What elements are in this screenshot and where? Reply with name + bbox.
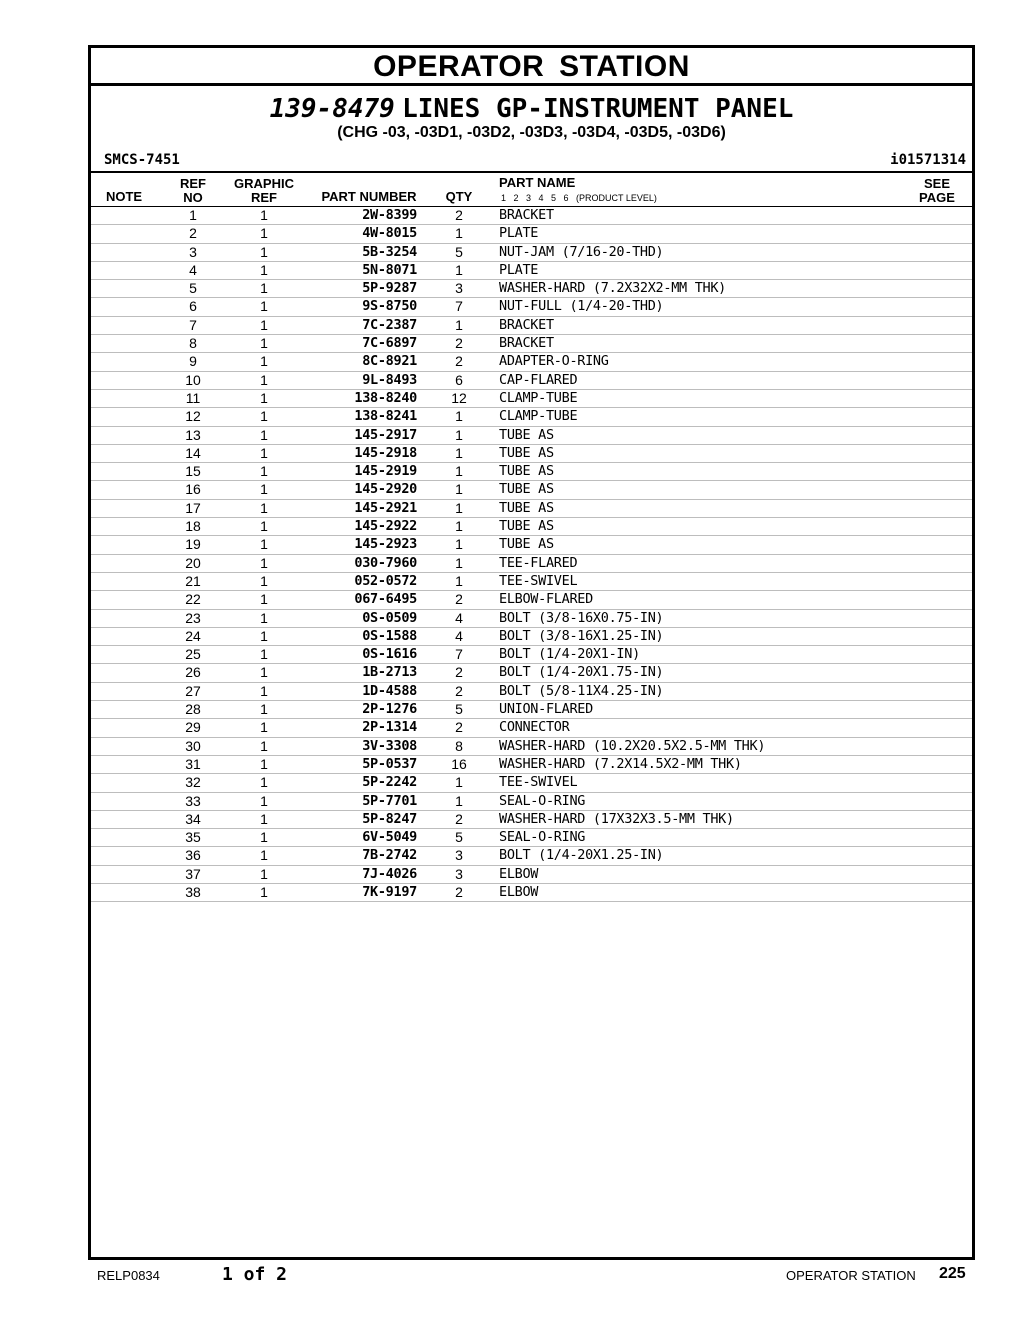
part-number-cell: 5P-9287 — [362, 280, 417, 297]
part-number-cell: 145-2917 — [354, 426, 417, 443]
table-row — [91, 555, 972, 573]
qty-cell: 3 — [455, 865, 463, 882]
graphic-ref-cell: 1 — [260, 280, 268, 297]
graphic-ref-cell: 1 — [260, 829, 268, 846]
graphic-ref-cell: 1 — [260, 481, 268, 498]
graphic-ref-cell: 1 — [260, 572, 268, 589]
graphic-ref-cell: 1 — [260, 463, 268, 480]
graphic-ref-cell: 1 — [260, 426, 268, 443]
graphic-ref-cell: 1 — [260, 316, 268, 333]
part-number-cell: 7C-6897 — [362, 335, 417, 352]
header-top-rule — [91, 171, 972, 173]
part-number-cell: 0S-0509 — [362, 609, 417, 626]
part-number-cell: 9L-8493 — [362, 371, 417, 388]
qty-cell: 2 — [455, 664, 463, 681]
part-number-cell: 067-6495 — [354, 591, 417, 608]
qty-cell: 7 — [455, 298, 463, 315]
part-number-cell: 2P-1276 — [362, 701, 417, 718]
change-level-line: (CHG -03, -03D1, -03D2, -03D3, -03D4, -03D5, -03D6) — [337, 124, 726, 141]
column-header-graphic: GRAPHIC — [234, 176, 294, 191]
footer-section-name: OPERATOR STATION — [786, 1268, 916, 1283]
ref-no-cell: 7 — [189, 316, 197, 333]
table-row — [91, 225, 972, 243]
table-row — [91, 756, 972, 774]
graphic-ref-cell: 1 — [260, 609, 268, 626]
part-name-cell: TUBE AS — [499, 463, 554, 480]
qty-cell: 1 — [455, 316, 463, 333]
part-name-cell: BOLT (5/8-11X4.25-IN) — [499, 682, 664, 699]
part-number-cell: 0S-1588 — [362, 627, 417, 644]
part-name-cell: NUT-FULL (1/4-20-THD) — [499, 298, 664, 315]
ref-no-cell: 13 — [185, 426, 201, 443]
graphic-ref-cell: 1 — [260, 225, 268, 242]
part-name-cell: TUBE AS — [499, 518, 554, 535]
part-number-cell: 1B-2713 — [362, 664, 417, 681]
part-number-cell: 030-7960 — [354, 554, 417, 571]
footer-page-number: 225 — [939, 1265, 966, 1282]
ref-no-cell: 8 — [189, 335, 197, 352]
part-number-cell: 5P-8247 — [362, 810, 417, 827]
column-header-part-name: PART NAME — [499, 175, 576, 190]
ref-no-cell: 32 — [185, 774, 201, 791]
graphic-ref-cell: 1 — [260, 444, 268, 461]
graphic-ref-cell: 1 — [260, 883, 268, 900]
ref-no-cell: 26 — [185, 664, 201, 681]
part-name-cell: CAP-FLARED — [499, 371, 578, 388]
qty-cell: 1 — [455, 481, 463, 498]
graphic-ref-cell: 1 — [260, 518, 268, 535]
graphic-ref-cell: 1 — [260, 664, 268, 681]
table-row — [91, 793, 972, 811]
ref-no-cell: 17 — [185, 499, 201, 516]
part-number-cell: 138-8241 — [354, 408, 417, 425]
column-header-graphic-sub: REF — [251, 190, 277, 205]
graphic-ref-cell: 1 — [260, 353, 268, 370]
ref-no-cell: 10 — [185, 371, 201, 388]
qty-cell: 2 — [455, 335, 463, 352]
part-number-cell: 5P-0537 — [362, 755, 417, 772]
qty-cell: 1 — [455, 536, 463, 553]
ref-no-cell: 19 — [185, 536, 201, 553]
part-number-cell: 5P-2242 — [362, 774, 417, 791]
table-row — [91, 774, 972, 792]
qty-cell: 1 — [455, 225, 463, 242]
graphic-ref-cell: 1 — [260, 737, 268, 754]
qty-cell: 12 — [451, 389, 467, 406]
smcs-code: SMCS-7451 — [104, 152, 180, 168]
qty-cell: 2 — [455, 682, 463, 699]
part-name-cell: UNION-FLARED — [499, 701, 593, 718]
table-row — [91, 463, 972, 481]
ref-no-cell: 6 — [189, 298, 197, 315]
part-name-cell: WASHER-HARD (7.2X32X2-MM THK) — [499, 280, 727, 297]
product-level-legend: 1 2 3 4 5 6 (PRODUCT LEVEL) — [501, 193, 657, 203]
table-row — [91, 573, 972, 591]
qty-cell: 1 — [455, 554, 463, 571]
graphic-ref-cell: 1 — [260, 591, 268, 608]
table-row — [91, 811, 972, 829]
parts-list-frame — [88, 45, 975, 1260]
part-name-cell: TEE-FLARED — [499, 554, 578, 571]
ref-no-cell: 31 — [185, 755, 201, 772]
ref-no-cell: 37 — [185, 865, 201, 882]
parts-table-body — [91, 207, 972, 902]
table-row — [91, 664, 972, 682]
part-name-cell: WASHER-HARD (7.2X14.5X2-MM THK) — [499, 755, 742, 772]
ref-no-cell: 2 — [189, 225, 197, 242]
part-number-cell: 5P-7701 — [362, 792, 417, 809]
qty-cell: 1 — [455, 444, 463, 461]
graphic-ref-cell: 1 — [260, 243, 268, 260]
graphic-ref-cell: 1 — [260, 646, 268, 663]
part-name-cell: BRACKET — [499, 316, 554, 333]
ref-no-cell: 21 — [185, 572, 201, 589]
graphic-ref-cell: 1 — [260, 719, 268, 736]
ref-no-cell: 14 — [185, 444, 201, 461]
ref-no-cell: 15 — [185, 463, 201, 480]
qty-cell: 5 — [455, 829, 463, 846]
graphic-ref-cell: 1 — [260, 371, 268, 388]
part-name-cell: TUBE AS — [499, 444, 554, 461]
ref-no-cell: 25 — [185, 646, 201, 663]
column-header-no: NO — [183, 190, 203, 205]
table-row — [91, 390, 972, 408]
part-number-cell: 145-2921 — [354, 499, 417, 516]
qty-cell: 4 — [455, 609, 463, 626]
graphic-ref-cell: 1 — [260, 792, 268, 809]
qty-cell: 1 — [455, 518, 463, 535]
table-row — [91, 628, 972, 646]
ref-no-cell: 3 — [189, 243, 197, 260]
ref-no-cell: 22 — [185, 591, 201, 608]
part-number-cell: 5B-3254 — [362, 243, 417, 260]
footer-document-id: RELP0834 — [97, 1268, 160, 1283]
ref-no-cell: 29 — [185, 719, 201, 736]
table-row — [91, 262, 972, 280]
graphic-ref-cell: 1 — [260, 701, 268, 718]
table-row — [91, 445, 972, 463]
table-row — [91, 372, 972, 390]
table-row — [91, 335, 972, 353]
table-row — [91, 500, 972, 518]
part-number-cell: 7C-2387 — [362, 316, 417, 333]
part-name-cell: WASHER-HARD (10.2X20.5X2.5-MM THK) — [499, 737, 766, 754]
qty-cell: 1 — [455, 499, 463, 516]
table-row — [91, 719, 972, 737]
part-name-cell: BRACKET — [499, 335, 554, 352]
part-number-cell: 138-8240 — [354, 389, 417, 406]
ref-no-cell: 36 — [185, 847, 201, 864]
column-header-see-page — [909, 177, 965, 205]
part-name-cell: TEE-SWIVEL — [499, 774, 578, 791]
column-header-see: SEE — [923, 176, 950, 191]
ref-no-cell: 1 — [189, 207, 197, 223]
part-name-cell: TEE-SWIVEL — [499, 572, 578, 589]
qty-cell: 2 — [455, 883, 463, 900]
ref-no-cell: 24 — [185, 627, 201, 644]
part-number-cell: 2W-8399 — [362, 207, 417, 223]
graphic-ref-cell: 1 — [260, 536, 268, 553]
qty-cell: 1 — [455, 261, 463, 278]
table-row — [91, 298, 972, 316]
qty-cell: 1 — [455, 572, 463, 589]
qty-cell: 2 — [455, 353, 463, 370]
table-row — [91, 207, 972, 225]
qty-cell: 2 — [455, 719, 463, 736]
graphic-ref-cell: 1 — [260, 335, 268, 352]
part-number-cell: 7J-4026 — [362, 865, 417, 882]
part-name-cell: ELBOW-FLARED — [499, 591, 593, 608]
part-name-cell: TUBE AS — [499, 481, 554, 498]
graphic-ref-cell: 1 — [260, 499, 268, 516]
part-number-cell: 2P-1314 — [362, 719, 417, 736]
table-row — [91, 481, 972, 499]
graphic-ref-cell: 1 — [260, 810, 268, 827]
footer-page-count: 1 of 2 — [222, 1264, 288, 1285]
column-header-ref: REF — [180, 176, 206, 191]
ref-no-cell: 28 — [185, 701, 201, 718]
part-name-cell: CLAMP-TUBE — [499, 389, 578, 406]
qty-cell: 7 — [455, 646, 463, 663]
ref-no-cell: 4 — [189, 261, 197, 278]
ref-no-cell: 20 — [185, 554, 201, 571]
part-number-cell: 145-2923 — [354, 536, 417, 553]
qty-cell: 1 — [455, 408, 463, 425]
graphic-ref-cell: 1 — [260, 627, 268, 644]
table-row — [91, 244, 972, 262]
qty-cell: 2 — [455, 207, 463, 223]
part-name-cell: TUBE AS — [499, 499, 554, 516]
graphic-ref-cell: 1 — [260, 865, 268, 882]
graphic-ref-cell: 1 — [260, 755, 268, 772]
table-row — [91, 847, 972, 865]
column-header-part-number: PART NUMBER — [321, 189, 417, 204]
part-number-cell: 5N-8071 — [362, 261, 417, 278]
part-number-cell: 6V-5049 — [362, 829, 417, 846]
part-name-cell: BOLT (1/4-20X1-IN) — [499, 646, 640, 663]
qty-cell: 3 — [455, 847, 463, 864]
part-name-cell: NUT-JAM (7/16-20-THD) — [499, 243, 664, 260]
part-name-cell: TUBE AS — [499, 536, 554, 553]
part-number-cell: 145-2919 — [354, 463, 417, 480]
qty-cell: 16 — [451, 755, 467, 772]
group-name: LINES GP-INSTRUMENT PANEL — [402, 94, 794, 124]
ref-no-cell: 35 — [185, 829, 201, 846]
part-number-cell: 145-2918 — [354, 444, 417, 461]
table-row — [91, 738, 972, 756]
table-row — [91, 866, 972, 884]
part-number-cell: 1D-4588 — [362, 682, 417, 699]
part-name-cell: PLATE — [499, 261, 539, 278]
column-header-ref-no — [169, 177, 217, 205]
ref-no-cell: 16 — [185, 481, 201, 498]
part-name-cell: TUBE AS — [499, 426, 554, 443]
qty-cell: 5 — [455, 701, 463, 718]
ref-no-cell: 27 — [185, 682, 201, 699]
part-name-cell: WASHER-HARD (17X32X3.5-MM THK) — [499, 810, 734, 827]
qty-cell: 1 — [455, 774, 463, 791]
qty-cell: 3 — [455, 280, 463, 297]
ref-no-cell: 5 — [189, 280, 197, 297]
part-number-cell: 3V-3308 — [362, 737, 417, 754]
table-row — [91, 536, 972, 554]
table-row — [91, 646, 972, 664]
graphic-ref-cell: 1 — [260, 408, 268, 425]
section-title: OPERATOR STATION — [91, 48, 972, 86]
part-number-cell: 0S-1616 — [362, 646, 417, 663]
table-row — [91, 683, 972, 701]
part-name-cell: ADAPTER-O-RING — [499, 353, 609, 370]
part-name-cell: PLATE — [499, 225, 539, 242]
column-header-note: NOTE — [105, 189, 143, 204]
part-number-cell: 4W-8015 — [362, 225, 417, 242]
qty-cell: 6 — [455, 371, 463, 388]
part-number-cell: 8C-8921 — [362, 353, 417, 370]
part-number-cell: 052-0572 — [354, 572, 417, 589]
table-row — [91, 317, 972, 335]
graphic-ref-cell: 1 — [260, 298, 268, 315]
column-header-qty: QTY — [445, 189, 473, 204]
table-row — [91, 701, 972, 719]
qty-cell: 5 — [455, 243, 463, 260]
part-name-cell: ELBOW — [499, 883, 539, 900]
part-number-cell: 7B-2742 — [362, 847, 417, 864]
graphic-ref-cell: 1 — [260, 682, 268, 699]
graphic-ref-cell: 1 — [260, 261, 268, 278]
ref-no-cell: 11 — [185, 389, 201, 406]
table-row — [91, 884, 972, 902]
ref-no-cell: 30 — [185, 737, 201, 754]
part-name-cell: CONNECTOR — [499, 719, 570, 736]
part-number-cell: 145-2922 — [354, 518, 417, 535]
part-name-cell: BOLT (1/4-20X1.75-IN) — [499, 664, 664, 681]
ref-no-cell: 23 — [185, 609, 201, 626]
graphic-ref-cell: 1 — [260, 554, 268, 571]
part-name-cell: BRACKET — [499, 207, 554, 223]
table-row — [91, 610, 972, 628]
qty-cell: 1 — [455, 463, 463, 480]
qty-cell: 4 — [455, 627, 463, 644]
table-row — [91, 518, 972, 536]
qty-cell: 2 — [455, 810, 463, 827]
part-number-cell: 9S-8750 — [362, 298, 417, 315]
table-row — [91, 408, 972, 426]
part-name-cell: CLAMP-TUBE — [499, 408, 578, 425]
ref-no-cell: 34 — [185, 810, 201, 827]
part-name-cell: BOLT (1/4-20X1.25-IN) — [499, 847, 664, 864]
qty-cell: 8 — [455, 737, 463, 754]
column-header-page: PAGE — [919, 190, 955, 205]
illustration-id: i01571314 — [890, 152, 966, 168]
column-header-graphic-ref — [229, 177, 299, 205]
graphic-ref-cell: 1 — [260, 774, 268, 791]
group-title — [91, 93, 972, 124]
ref-no-cell: 18 — [185, 518, 201, 535]
part-number-cell: 145-2920 — [354, 481, 417, 498]
qty-cell: 1 — [455, 426, 463, 443]
table-row — [91, 427, 972, 445]
table-row — [91, 280, 972, 298]
part-name-cell: BOLT (3/8-16X1.25-IN) — [499, 627, 664, 644]
graphic-ref-cell: 1 — [260, 207, 268, 223]
table-row — [91, 829, 972, 847]
part-number-cell: 7K-9197 — [362, 883, 417, 900]
part-name-cell: BOLT (3/8-16X0.75-IN) — [499, 609, 664, 626]
ref-no-cell: 12 — [185, 408, 201, 425]
ref-no-cell: 38 — [185, 883, 201, 900]
ref-no-cell: 33 — [185, 792, 201, 809]
qty-cell: 2 — [455, 591, 463, 608]
table-row — [91, 591, 972, 609]
ref-no-cell: 9 — [189, 353, 197, 370]
graphic-ref-cell: 1 — [260, 389, 268, 406]
part-name-cell: ELBOW — [499, 865, 539, 882]
graphic-ref-cell: 1 — [260, 847, 268, 864]
group-number: 139-8479 — [269, 94, 395, 124]
table-row — [91, 353, 972, 371]
part-name-cell: SEAL-O-RING — [499, 792, 586, 809]
part-name-cell: SEAL-O-RING — [499, 829, 586, 846]
qty-cell: 1 — [455, 792, 463, 809]
